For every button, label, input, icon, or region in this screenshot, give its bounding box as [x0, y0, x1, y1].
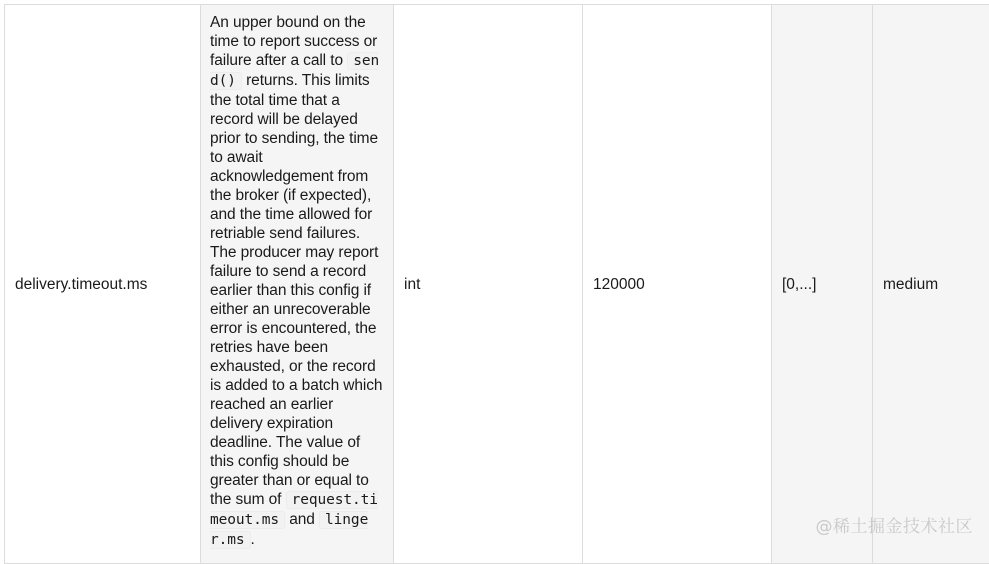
description-cell [201, 5, 394, 564]
send-method-code: send() [210, 52, 379, 90]
description-part-4: . [251, 531, 255, 548]
importance: medium [883, 276, 938, 293]
type-cell [394, 5, 583, 564]
watermark: @稀土掘金技术社区 [816, 512, 974, 537]
default-cell [583, 5, 772, 564]
description-part-1: An upper bound on the time to report success or failure after a call to [210, 14, 377, 69]
valid-values-cell [772, 5, 873, 564]
linger-ms-code: linger.ms [210, 511, 368, 549]
request-timeout-code: request.timeout.ms [210, 491, 378, 529]
table-row [5, 5, 989, 564]
valid-values: [0,...] [782, 276, 816, 293]
description-part-2: returns. This limits the total time that a record will be delayed prior to sending, the time to await acknowledgement from the broker (if expected), and the time allowed for retriable send failures. The producer may report failure to send a record earlier than this config if either an unrecoverable error is encountered, the retries have been exhausted, or the record is added to a batch which reached an earlier delivery expiration deadline. The value of this config should be greater than or equal to the sum of [210, 72, 382, 508]
config-type: int [404, 276, 420, 293]
description-text [210, 13, 385, 550]
importance-cell [873, 5, 989, 564]
description-part-3: and [289, 511, 315, 528]
config-table [4, 4, 989, 564]
config-name-cell [5, 5, 201, 564]
config-name: delivery.timeout.ms [15, 276, 147, 293]
default-value: 120000 [593, 276, 645, 293]
